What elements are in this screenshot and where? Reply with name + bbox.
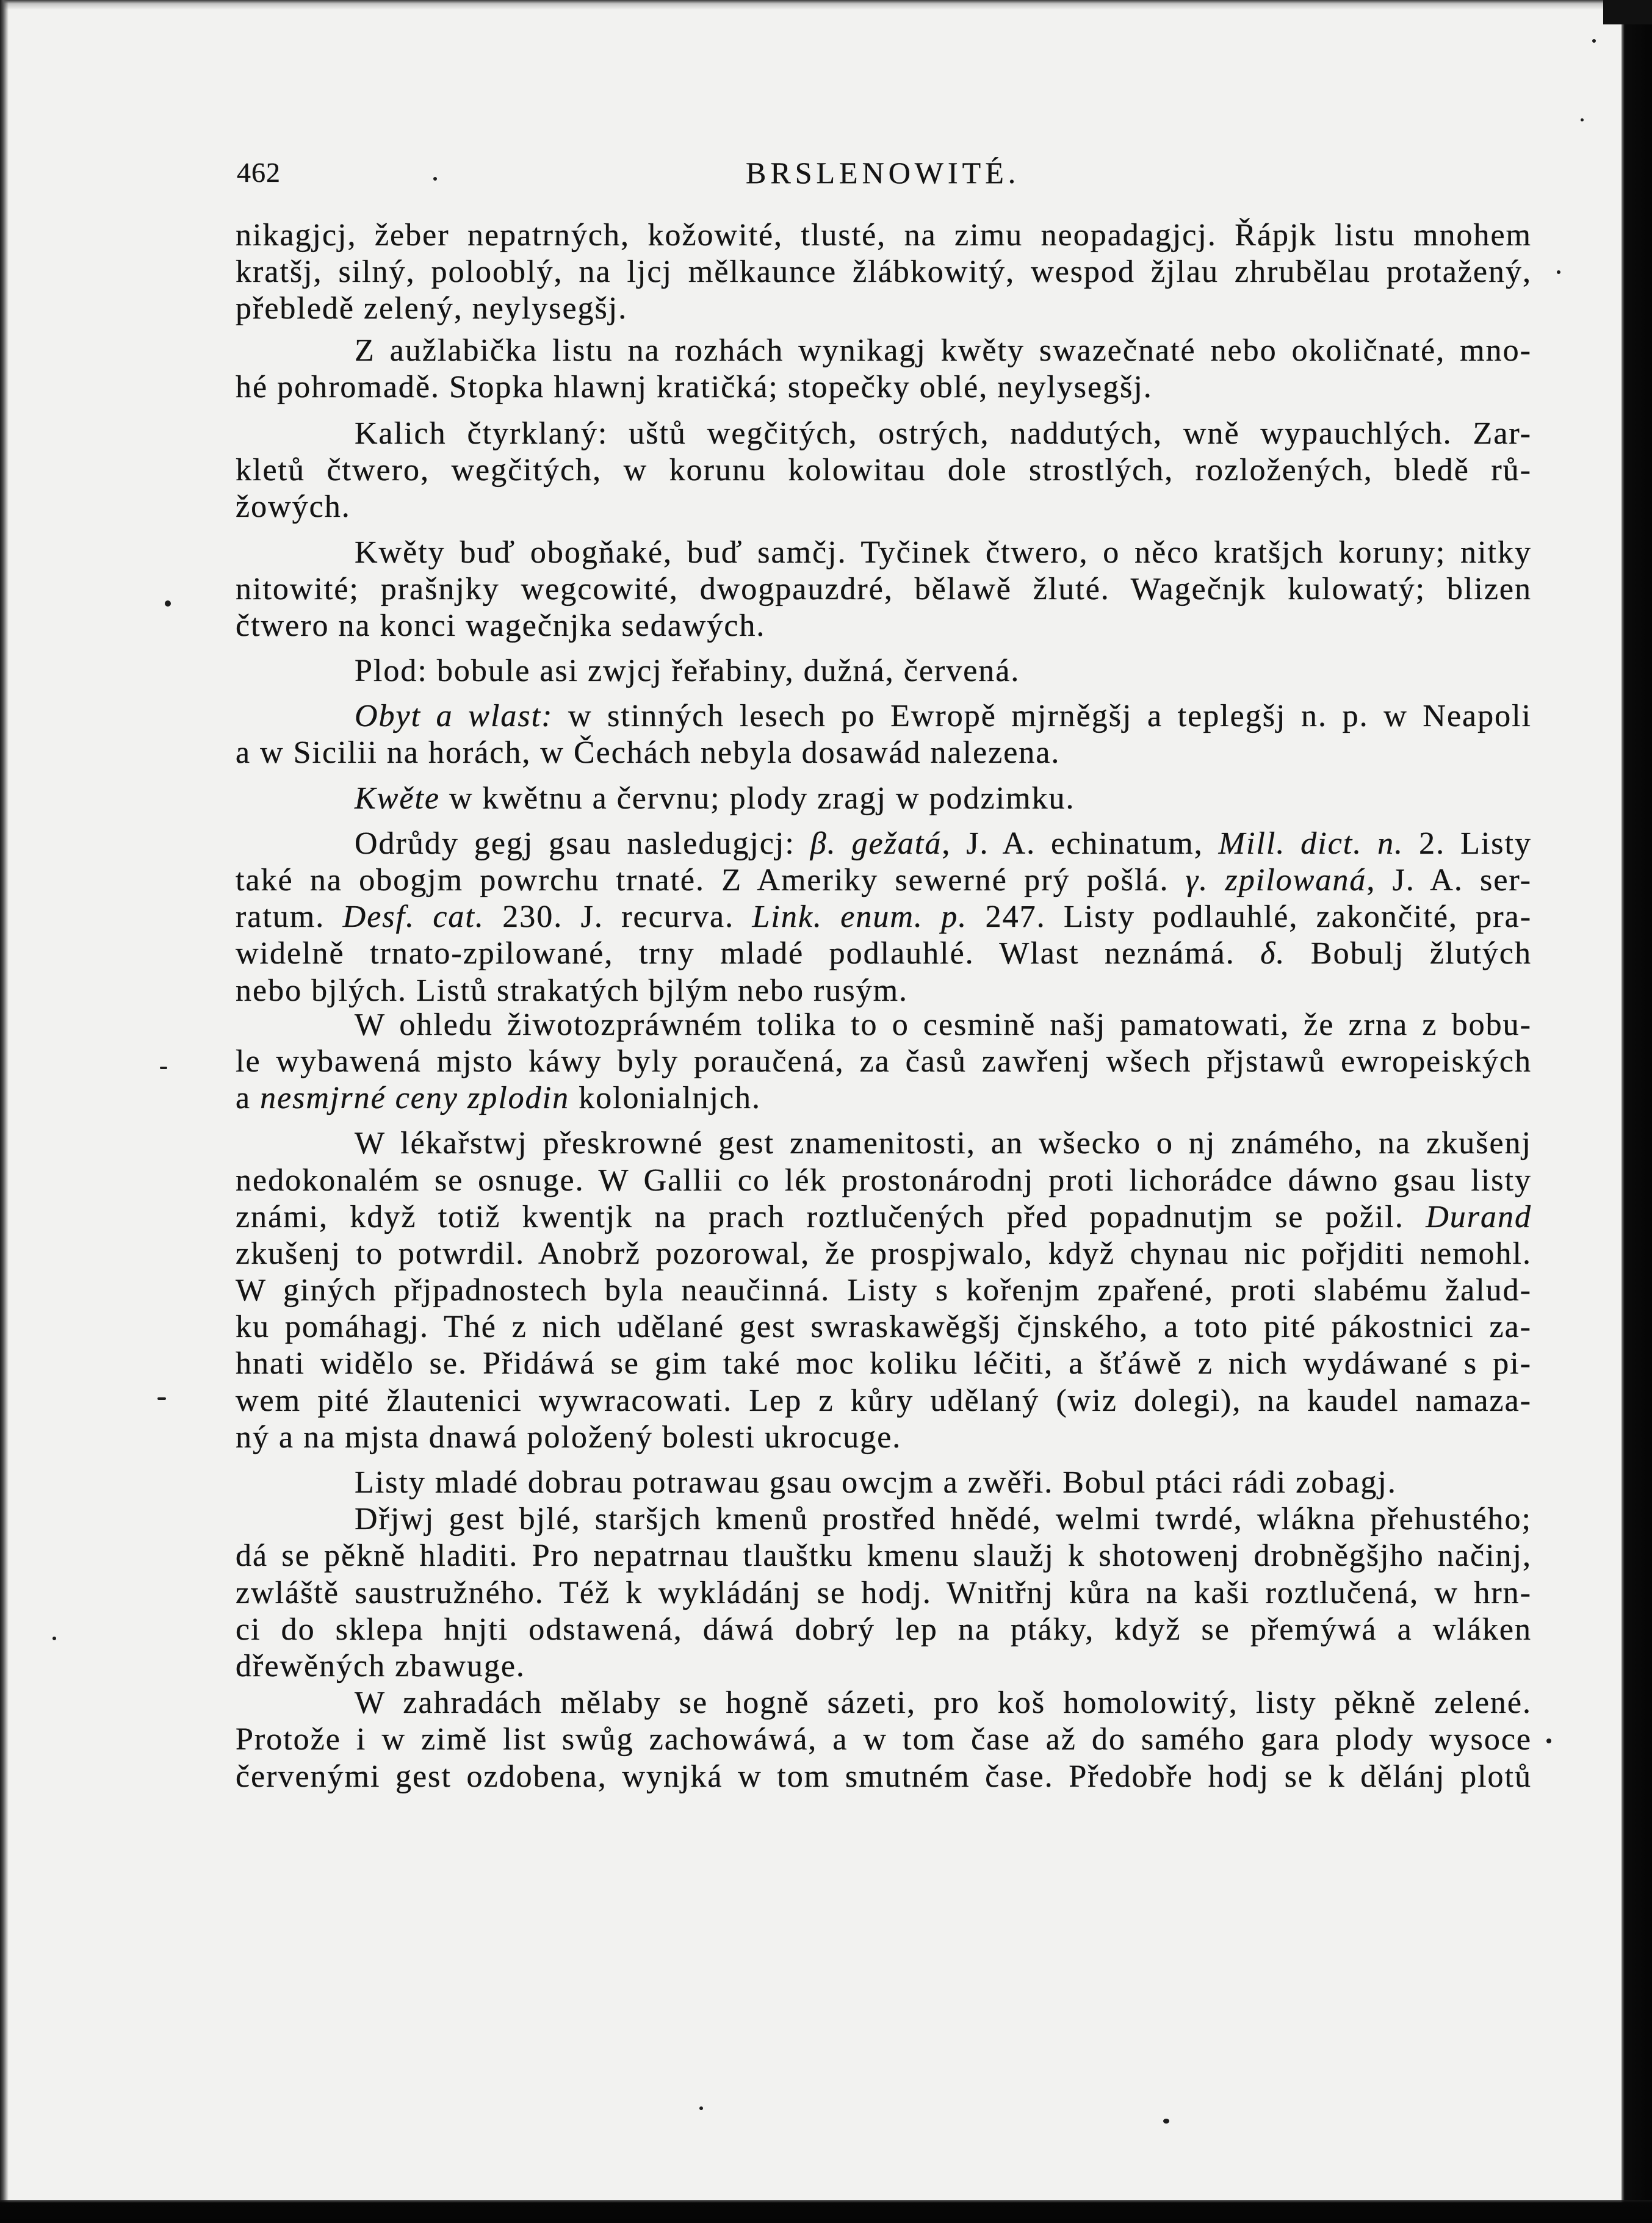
- text-line: přebledě zelený, neylysegšj.: [236, 291, 628, 326]
- text-run: 2. Listy: [1404, 826, 1532, 861]
- text-line: [236, 780, 1532, 817]
- running-title: BRSLENOWITÉ.: [746, 156, 1020, 190]
- scan-edge-top: [0, 0, 1652, 10]
- italic-text-run: Link. enum. p.: [752, 899, 968, 935]
- text-line: kletů čtwero, wegčitých, w korunu kolowitau dole strostlých, rozložených, bledě rů-: [236, 453, 1532, 488]
- text-line: ci do sklepa hnjti odstawená, dáwá dobrý lep na ptáky, když se přemýwá a wláken: [236, 1612, 1532, 1647]
- text-line: W zahradách mělaby se hogně sázeti, pro koš homolowitý, listy pěkně zelené.: [355, 1685, 1532, 1721]
- text-line: W lékařstwj přeskrowné gest znamenitosti, an wšecko o nj známého, na zkušenj: [355, 1126, 1532, 1161]
- paragraph: [236, 1501, 1532, 1685]
- paragraph: [236, 1125, 1532, 1456]
- paragraph: [236, 780, 1532, 817]
- scan-edge-right: [1621, 0, 1652, 2223]
- scan-speck: [1163, 2119, 1169, 2124]
- text-line: Kwěty buď obogňaké, buď samčj. Tyčinek čtwero, o něco kratšjch koruny; nitky: [355, 535, 1532, 570]
- text-run: , J. A. ser-: [1366, 863, 1532, 898]
- text-run: také na obogjm powrchu trnaté. Z Ameriky sewerné prý pošlá.: [236, 863, 1186, 898]
- text-line: zwláště saustružného. Též k wykládánj se hodj. Wnitřnj kůra na kaši roztlučená, w hrn-: [236, 1575, 1532, 1610]
- text-line: Plod: bobule asi zwjcj řeřabiny, dužná, červená.: [355, 654, 1020, 689]
- scan-speck: [1557, 270, 1560, 274]
- text-run: Bobulj žlutých: [1285, 936, 1532, 971]
- text-line: [236, 698, 1532, 735]
- text-line: [236, 826, 1532, 862]
- text-line: W ohledu žiwotozpráwném tolika to o cesmině našj pamatowati, že zrna z bobu-: [355, 1007, 1532, 1042]
- text-line: [236, 1199, 1532, 1236]
- scan-edge-bottom: [0, 2200, 1652, 2223]
- scan-edge-corner: [1603, 0, 1652, 24]
- text-line: dá se pěkně hladiti. Pro nepatrnau tlauštku kmenu slaužj k shotowenj drobněgšjho načinj,: [236, 1538, 1532, 1574]
- paragraph: [236, 1685, 1532, 1795]
- text-line: [236, 935, 1532, 972]
- text-run: a: [236, 1081, 261, 1116]
- paragraph: [236, 217, 1532, 328]
- text-line: nedokonalém se osnuge. W Gallii co lék prostonárodnj proti lichorádce dáwno gsau listy: [236, 1162, 1532, 1198]
- text-line: a w Sicilii na horách, w Čechách nebyla dosawád nalezena.: [236, 735, 1061, 771]
- scan-speck: [157, 1397, 166, 1400]
- text-run: 247. Listy podlauhlé, zakončité, pra-: [967, 899, 1532, 935]
- text-line: Dřjwj gest bjlé, staršjch kmenů prostřed hnědé, welmi twrdé, wlákna přehustého;: [355, 1502, 1532, 1537]
- text-line: [236, 1080, 1532, 1117]
- italic-text-run: β. gežatá: [810, 826, 942, 861]
- scan-speck: [1581, 118, 1584, 121]
- text-line: Kalich čtyrklaný: uštů wegčitých, ostrých, naddutých, wně wypauchlých. Zar-: [355, 416, 1532, 451]
- text-line: nikagjcj, žeber nepatrných, kožowité, tlusté, na zimu neopadagjcj. Řápjk listu mnohem: [236, 218, 1532, 253]
- text-run: , J. A. echinatum,: [942, 826, 1219, 861]
- italic-text-run: Kwěte: [355, 780, 440, 816]
- scan-speck: [52, 1637, 56, 1640]
- text-line: Protože i w zimě list swůg zachowáwá, a w tom čase až do samého gara plody wysoce: [236, 1722, 1532, 1757]
- text-line: čtwero na konci wagečnjka sedawých.: [236, 608, 766, 643]
- text-run: kolonialnjch.: [569, 1081, 762, 1116]
- italic-text-run: Obyt a wlast:: [355, 699, 554, 734]
- paragraph: [236, 333, 1532, 406]
- text-line: Z aužlabička listu na rozhách wynikagj kwěty swazečnaté nebo okoličnaté, mno-: [355, 333, 1532, 368]
- text-line: zkušenj to potwrdil. Anobrž pozorowal, že prospjwalo, když chynau nic pořjditi nemohl.: [236, 1236, 1532, 1271]
- paragraph: [236, 698, 1532, 771]
- text-line: dřewěných zbawuge.: [236, 1648, 525, 1684]
- text-line: červenými gest ozdobena, wynjká w tom smutném čase. Předobře hodj se k dělánj plotů: [236, 1759, 1532, 1794]
- text-line: nitowité; prašnjky wegcowité, dwogpauzdré, bělawě žluté. Wagečnjk kulowatý; blizen: [236, 571, 1532, 607]
- scan-speck: [1546, 1738, 1551, 1743]
- paragraph: [236, 1007, 1532, 1117]
- text-line: nebo bjlých. Listů strakatých bjlým nebo rusým.: [236, 973, 909, 1008]
- text-line: hé pohromadě. Stopka hlawnj kratičká; stopečky oblé, neylysegšj.: [236, 369, 1153, 405]
- italic-text-run: Mill. dict. n.: [1218, 826, 1404, 861]
- scan-speck: [1592, 39, 1596, 43]
- text-line: ku pomáhagj. Thé z nich udělané gest swraskawěgšj čjnského, a toto pité pákostnici za-: [236, 1310, 1532, 1345]
- italic-text-run: Durand: [1426, 1199, 1532, 1234]
- text-line: [236, 862, 1532, 899]
- paragraph: [236, 416, 1532, 526]
- scan-speck: [160, 1067, 167, 1069]
- text-run: w kwětnu a červnu; plody zragj w podzimku.: [439, 780, 1075, 816]
- text-run: známi, když totiž kwentjk na prach roztlučených před popadnutjm se požil.: [236, 1199, 1426, 1234]
- text-line: [236, 899, 1532, 935]
- paragraph: [236, 535, 1532, 645]
- text-run: ratum.: [236, 899, 343, 935]
- italic-text-run: Desf. cat.: [342, 899, 485, 935]
- italic-text-run: nesmjrné ceny zplodin: [260, 1081, 570, 1116]
- scan-speck: [165, 600, 171, 607]
- text-line: hnati widělo se. Přidáwá se gim také moc koliku léčiti, a šťáwě z nich wydáwané s pi-: [236, 1346, 1532, 1382]
- italic-text-run: γ. zpilowaná: [1185, 863, 1367, 898]
- text-line: W giných přjpadnostech byla neaučinná. Listy s kořenjm zpařené, proti slabému žalud-: [236, 1273, 1532, 1308]
- text-line: ný a na mjsta dnawá položený bolesti ukrocuge.: [236, 1419, 902, 1455]
- italic-text-run: δ.: [1260, 936, 1286, 971]
- text-line: kratšj, silný, polooblý, na ljcj mělkaunce žlábkowitý, wespod žjlau zhrubělau protažený,: [236, 254, 1532, 290]
- text-run: 230. J. recurva.: [484, 899, 752, 935]
- body-text: [236, 217, 1532, 1795]
- text-line: wem pité žlautenici wywracowati. Lep z kůry udělaný (wiz dolegi), na kaudel namaza-: [236, 1383, 1532, 1418]
- paragraph: [236, 653, 1532, 690]
- text-line: le wybawená mjsto káwy byly poraučená, za časů zawřenj wšech přjstawů ewropeiských: [236, 1043, 1532, 1079]
- text-line: Listy mladé dobrau potrawau gsau owcjm a zwěři. Bobul ptáci rádi zobagj.: [355, 1465, 1397, 1500]
- paragraph: [236, 826, 1532, 1009]
- text-run: w stinných lesech po Ewropě mjrněgšj a teplegšj n. p. w Neapoli: [553, 699, 1532, 734]
- text-line: žowých.: [236, 489, 351, 525]
- text-run: Odrůdy gegj gsau nasledugjcj:: [355, 826, 810, 861]
- text-run: widelně trnato-zpilowané, trny mladé podlauhlé. Wlast neznámá.: [236, 936, 1261, 971]
- scan-speck: [699, 2106, 703, 2110]
- page-number: 462: [237, 157, 281, 188]
- page-header: [0, 154, 1652, 191]
- scan-edge-left: [0, 0, 9, 2223]
- paragraph: [236, 1465, 1532, 1501]
